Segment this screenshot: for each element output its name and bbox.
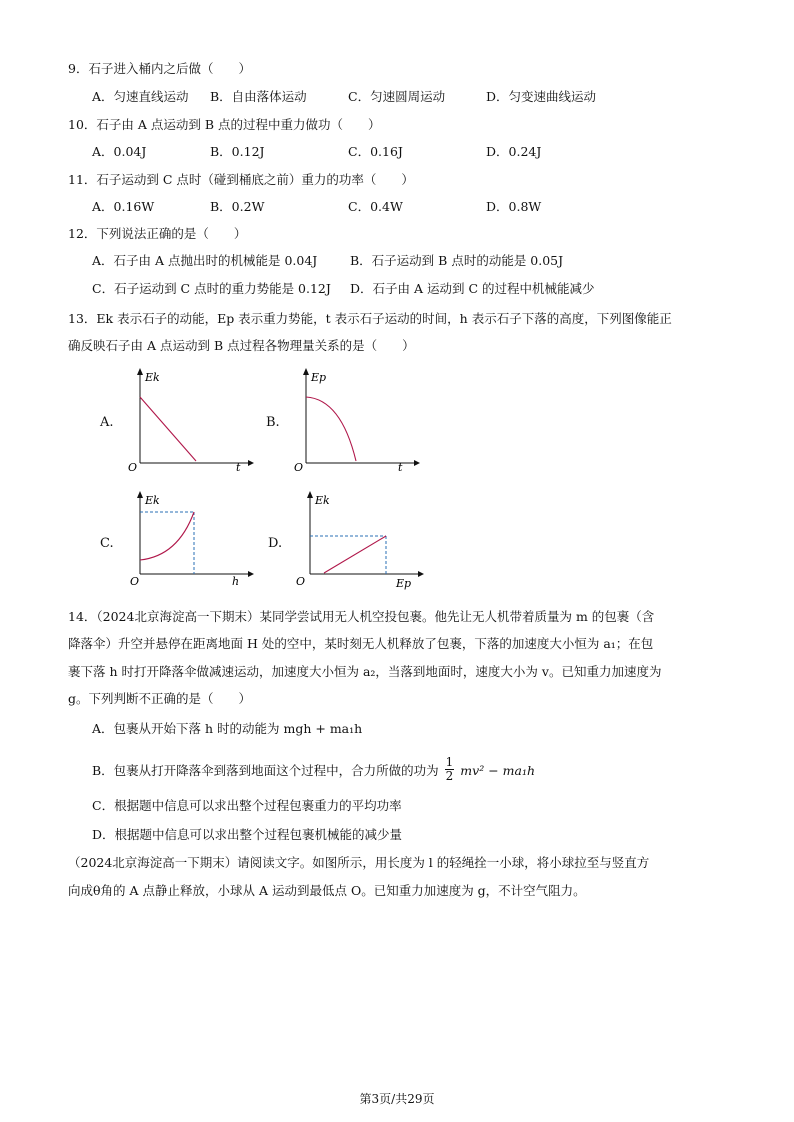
q14-line4: g。下列判断不正确的是（ ） bbox=[68, 691, 252, 706]
page-number: 第3页/共29页 bbox=[359, 1092, 435, 1106]
q11-option-a: A．0.16W bbox=[92, 199, 155, 214]
graph-b-ylabel: Ep bbox=[311, 371, 327, 384]
graph-d-xlabel: Ep bbox=[396, 577, 412, 590]
q12-option-d: D．石子由 A 运动到 C 的过程中机械能减少 bbox=[350, 281, 595, 296]
q13-stem-line2: 确反映石子由 A 点运动到 B 点过程各物理量关系的是（ ） bbox=[68, 338, 415, 353]
q10-option-b: B．0.12J bbox=[210, 144, 265, 159]
graph-a-xlabel: t bbox=[236, 461, 241, 474]
graph-d-ylabel: Ek bbox=[315, 494, 330, 507]
graph-d bbox=[290, 488, 430, 592]
q12-stem: 12．下列说法正确的是（ ） bbox=[68, 226, 247, 241]
q9-option-d: D．匀变速曲线运动 bbox=[486, 89, 597, 104]
q12-option-a: A．石子由 A 点抛出时的机械能是 0.04J bbox=[92, 253, 318, 268]
graph-c-origin: O bbox=[130, 575, 140, 588]
q14-fraction-den: 2 bbox=[445, 769, 454, 783]
graph-a-origin: O bbox=[128, 461, 138, 474]
graph-a-ylabel: Ek bbox=[145, 371, 160, 384]
q9-stem: 9．石子进入桶内之后做（ ） bbox=[68, 61, 251, 76]
q14-line2: 降落伞）升空并悬停在距离地面 H 处的空中，某时刻无人机释放了包裹，下落的加速度大小恒为 a₁；在包 bbox=[68, 636, 654, 651]
graph-a-letter: A. bbox=[100, 415, 114, 430]
graph-a bbox=[120, 365, 260, 475]
q11-option-b: B．0.2W bbox=[210, 199, 265, 214]
graph-b-xlabel: t bbox=[398, 461, 403, 474]
q14-option-c: C．根据题中信息可以求出整个过程包裹重力的平均功率 bbox=[92, 798, 402, 813]
q14-line1: 14．（2024北京海淀高一下期末）某同学尝试用无人机空投包裹。他先让无人机带着质量为 m 的包裹（含 bbox=[68, 609, 655, 624]
graph-d-letter: D. bbox=[268, 536, 283, 551]
passage-line1: （2024北京海淀高一下期末）请阅读文字。如图所示，用长度为 l 的轻绳拴一小球，将小球拉至与竖直方 bbox=[68, 855, 650, 870]
graph-b-letter: B. bbox=[266, 415, 280, 430]
passage-line2: 向成θ角的 A 点静止释放，小球从 A 运动到最低点 O。已知重力加速度为 g，不计空气阻力。 bbox=[68, 883, 586, 898]
q10-option-d: D．0.24J bbox=[486, 144, 542, 159]
graph-c-letter: C. bbox=[100, 536, 114, 551]
q14-option-a: A．包裹从开始下落 h 时的动能为 mgh + ma₁h bbox=[92, 721, 363, 736]
graph-c-ylabel: Ek bbox=[145, 494, 160, 507]
q10-option-c: C．0.16J bbox=[348, 144, 403, 159]
graph-c-xlabel: h bbox=[232, 575, 240, 588]
graph-b-origin: O bbox=[294, 461, 304, 474]
q13-stem-line1: 13．Ek 表示石子的动能，Ep 表示重力势能，t 表示石子运动的时间，h 表示石子下落的高度，下列图像能正 bbox=[68, 311, 672, 326]
q14-line3: 裹下落 h 时打开降落伞做减速运动，加速度大小恒为 a₂，当落到地面时，速度大小为 v。已知重力加速度为 bbox=[68, 664, 662, 679]
graph-d-origin: O bbox=[296, 575, 306, 588]
q14-option-b bbox=[92, 755, 536, 785]
q12-option-c: C．石子运动到 C 点时的重力势能是 0.12J bbox=[92, 281, 331, 296]
graph-b-curve bbox=[306, 397, 356, 461]
q12-option-b: B．石子运动到 B 点时的动能是 0.05J bbox=[350, 253, 564, 268]
q14-option-d: D．根据题中信息可以求出整个过程包裹机械能的减少量 bbox=[92, 827, 403, 842]
graph-c bbox=[120, 488, 260, 592]
q10-stem: 10．石子由 A 点运动到 B 点的过程中重力做功（ ） bbox=[68, 117, 381, 132]
q11-option-c: C．0.4W bbox=[348, 199, 403, 214]
q11-stem: 11．石子运动到 C 点时（碰到桶底之前）重力的功率（ ） bbox=[68, 172, 414, 187]
graph-d-curve bbox=[324, 536, 386, 573]
q10-option-a: A．0.04J bbox=[92, 144, 147, 159]
q9-option-a: A．匀速直线运动 bbox=[92, 89, 189, 104]
q9-option-b: B．自由落体运动 bbox=[210, 89, 307, 104]
graph-b bbox=[286, 365, 426, 475]
q14-option-b-fraction bbox=[445, 756, 455, 783]
q11-option-d: D．0.8W bbox=[486, 199, 542, 214]
q14-option-b-text: B．包裹从打开降落伞到落到地面这个过程中，合力所做的功为 bbox=[92, 763, 439, 778]
q9-option-c: C．匀速圆周运动 bbox=[348, 89, 446, 104]
q14-option-b-formula: mv² − ma₁h bbox=[460, 763, 536, 778]
q14-fraction-num: 1 bbox=[445, 755, 454, 769]
graph-a-curve bbox=[140, 397, 196, 461]
graph-c-curve bbox=[140, 512, 194, 560]
